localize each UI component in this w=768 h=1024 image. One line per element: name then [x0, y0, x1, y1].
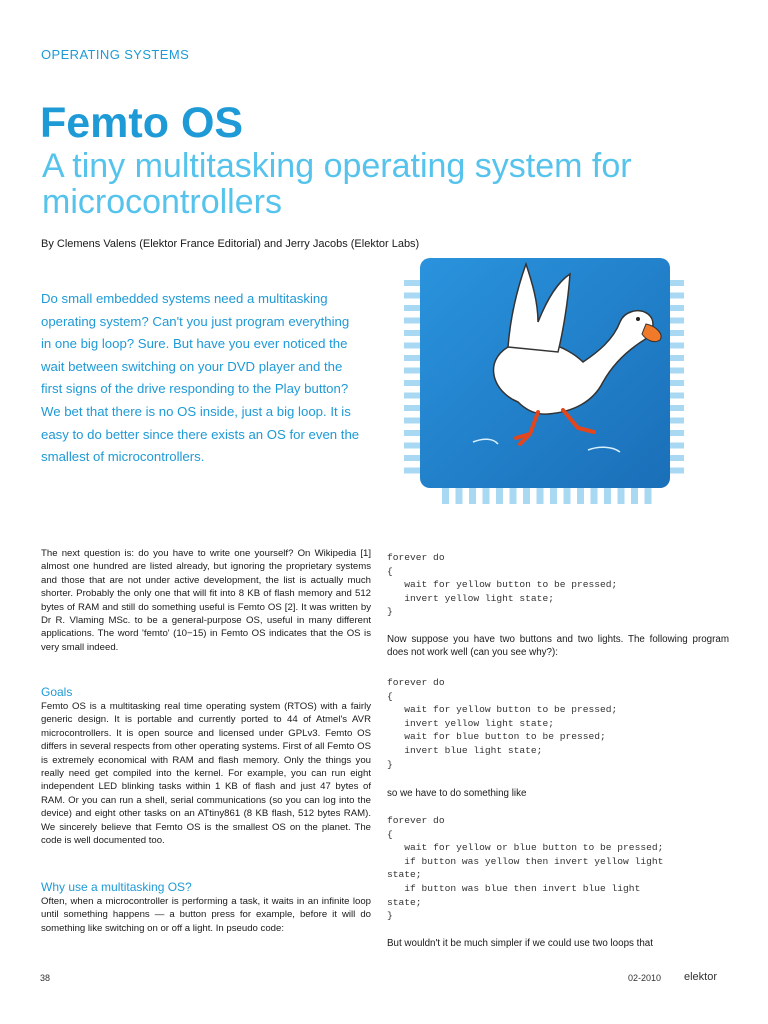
- chip-pin: [404, 430, 420, 436]
- chip-pin: [670, 455, 684, 461]
- chip-pin: [469, 488, 476, 504]
- chip-pin: [404, 393, 420, 399]
- heading-why-multitasking: Why use a multitasking OS?: [41, 880, 192, 894]
- article-subtitle: A tiny multitasking operating system for microcontrollers: [42, 147, 632, 221]
- chip-pin: [404, 418, 420, 424]
- chip-pin: [456, 488, 463, 504]
- issue-date: 02-2010: [628, 973, 662, 983]
- chip-pin: [404, 318, 420, 324]
- intro-text: The next question is: do you have to write one yourself? On Wikipedia [1] almost one hundred are listed already, but ignoring the proprietary systems and those that are not under active development, the list is actually much shorter. Probably the only one that will fit into 8 KB of flash memory and 512 bytes of RAM and still do something useful is Femto OS [2]. It was written by Dr R. Vlaming MSc. to be a general-purpose OS, useful in many different applications. The word 'femto' (10−15) in Femto OS indicates that the OS is very small indeed.: [41, 548, 371, 653]
- chip-pin: [670, 430, 684, 436]
- chip-pin: [523, 488, 530, 504]
- heading-goals: Goals: [41, 685, 73, 699]
- chip-pin: [404, 305, 420, 311]
- right-paragraph-3: But wouldn't it be much simpler if we could use two loops that: [387, 938, 653, 949]
- intro-paragraph: [41, 547, 371, 654]
- chip-pin: [404, 330, 420, 336]
- chip-pin: [591, 488, 598, 504]
- pseudo-code-block-1: forever do { wait for yellow button to be pressed; invert yellow light state; }: [387, 552, 618, 618]
- pseudo-code-block-2: forever do { wait for yellow button to be pressed; invert yellow light state; wait for blue button to be pressed; invert blue light state; }: [387, 677, 618, 770]
- lead-paragraph: Do small embedded systems need a multitasking operating system? Can't you just program everything in one big loop? Sure. But have you ever noticed the wait between switching on your DVD player and the first signs of the drive responding to the Play button? We bet that there is no OS inside, just a big loop. It is easy to do better since there exists an OS for even the smallest of microcontrollers.: [41, 291, 360, 465]
- chip-pin: [670, 280, 684, 286]
- chip-pin: [670, 468, 684, 474]
- chip-pin: [670, 443, 684, 449]
- chip-pin: [404, 380, 420, 386]
- chip-pins-right: [670, 280, 684, 474]
- why-paragraph: [41, 895, 371, 935]
- chip-pin: [645, 488, 652, 504]
- chip-pins-left: [404, 280, 420, 474]
- chip-pin: [404, 343, 420, 349]
- page-number: 38: [40, 973, 51, 983]
- chip-pin: [404, 355, 420, 361]
- chip-pin: [618, 488, 625, 504]
- chip-pin: [670, 368, 684, 374]
- chip-pin: [670, 293, 684, 299]
- right-paragraph-2: so we have to do something like: [387, 788, 527, 799]
- byline: By Clemens Valens (Elektor France Editorial) and Jerry Jacobs (Elektor Labs): [41, 238, 420, 250]
- chip-pin: [670, 318, 684, 324]
- chip-pin: [404, 455, 420, 461]
- chip-pin: [670, 305, 684, 311]
- chip-pin: [404, 280, 420, 286]
- chip-pin: [670, 330, 684, 336]
- chip-pin: [550, 488, 557, 504]
- chip-pin: [404, 468, 420, 474]
- duck-on-chip-illustration: [398, 252, 688, 508]
- goals-text: Femto OS is a multitasking real time operating system (RTOS) with a fairly generic design. It is portable and currently ported to 44 of Atmel's AVR microcontrollers. It is open source and licensed under GPLv3. Femto OS differs in several respects from other operating systems. First of all Femto OS is extremely economical with RAM and flash memory. Only the things you really need get compiled into the kernel. For example, you can run eight independent LED blinking tasks within 1 KB of flash and just 47 bytes of RAM. Or you can run a shell, serial communications (so you can log into the device) and eight other tasks on an ATtiny861 (8 KB flash, 512 bytes RAM). We sincerely believe that Femto OS is the smallest OS on the planet. The code is well documented too.: [41, 701, 371, 847]
- chip-pin: [670, 380, 684, 386]
- why-text: Often, when a microcontroller is performing a task, it waits in an infinite loop until something happens — a button press for example, before it will do something like switching on or off a light. In pseudo code:: [41, 896, 371, 934]
- chip-pin: [577, 488, 584, 504]
- chip-pin: [404, 443, 420, 449]
- chip-pin: [510, 488, 517, 504]
- goals-paragraph: [41, 700, 371, 847]
- chip-pin: [564, 488, 571, 504]
- chip-pin: [404, 368, 420, 374]
- chip-pin: [670, 343, 684, 349]
- chip-pins-bottom: [442, 488, 652, 504]
- chip-pin: [670, 355, 684, 361]
- chip-pin: [604, 488, 611, 504]
- chip-pin: [670, 418, 684, 424]
- article-title: Femto OS: [40, 99, 244, 147]
- chip-pin: [496, 488, 503, 504]
- chip-pin: [537, 488, 544, 504]
- chip-pin: [670, 405, 684, 411]
- section-label: OPERATING SYSTEMS: [41, 47, 190, 62]
- chip-pin: [404, 293, 420, 299]
- chip-pin: [483, 488, 490, 504]
- chip-pin: [404, 405, 420, 411]
- magazine-brand: elektor: [684, 971, 718, 983]
- right-paragraph-1: Now suppose you have two buttons and two lights. The following program does not work well (can you see why?):: [387, 634, 729, 659]
- chip-pin: [631, 488, 638, 504]
- chip-pin: [442, 488, 449, 504]
- chip-pin: [670, 393, 684, 399]
- pseudo-code-block-3: forever do { wait for yellow or blue button to be pressed; if button was yellow then invert yellow light state; if button was blue then invert blue light state; }: [387, 815, 664, 922]
